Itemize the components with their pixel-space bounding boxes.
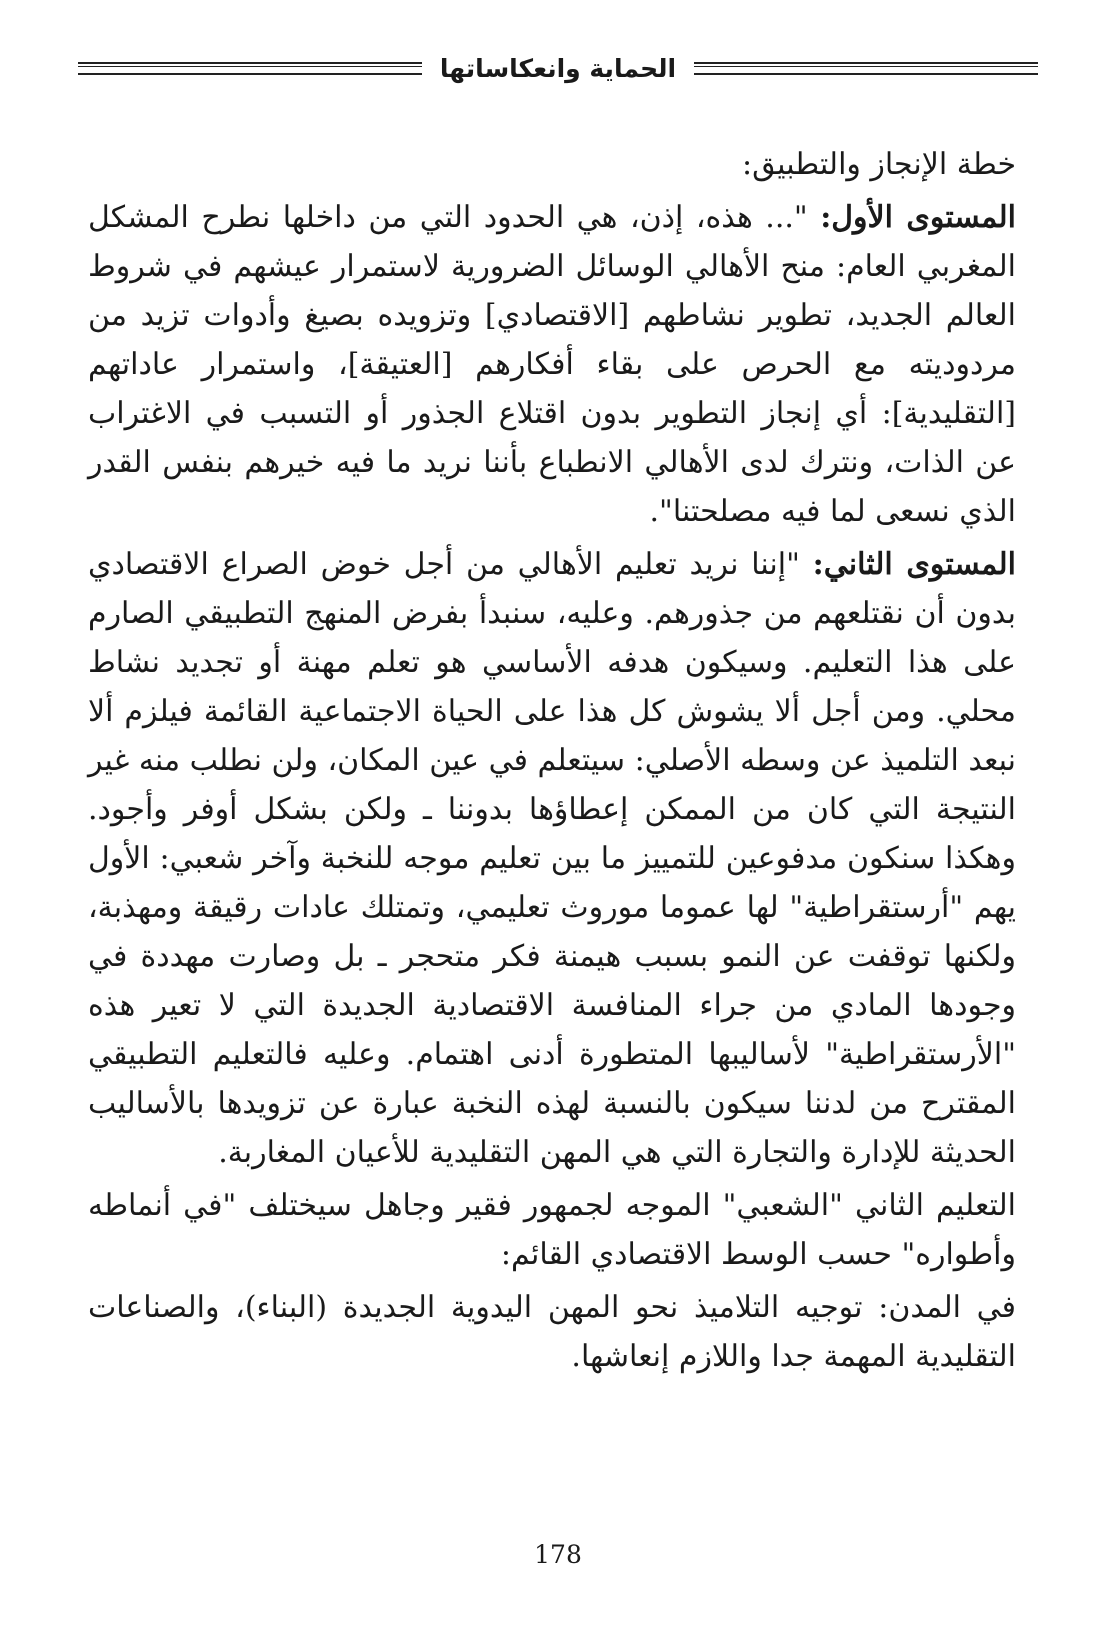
paragraph-cities: في المدن: توجيه التلاميذ نحو المهن اليدوية الجديدة (البناء)، والصناعات التقليدية المهمة جدا واللازم إنعاشها. <box>88 1290 1016 1374</box>
running-header <box>78 48 1038 88</box>
paragraph-level-one <box>88 193 1016 536</box>
header-title: الحماية وانعكاساتها <box>439 53 677 83</box>
header-rule-left <box>78 62 422 75</box>
level-two-text: "إننا نريد تعليم الأهالي من أجل خوض الصراع الاقتصادي بدون أن نقتلعهم من جذورهم. وعليه، سنبدأ بفرض المنهج التطبيقي الصارم على هذا التعليم. وسيكون هدفه الأساسي هو تعلم مهنة أو تجديد نشاط محلي. ومن أجل ألا يشوش كل هذا على الحياة الاجتماعية القائمة فيلزم ألا نبعد التلميذ عن وسطه الأصلي: سيتعلم في عين المكان، ولن نطلب منه غير النتيجة التي كان من الممكن إعطاؤها بدوننا ـ ولكن بشكل أوفر وأجود. وهكذا سنكون مدفوعين للتمييز ما بين تعليم موجه للنخبة وآخر شعبي: الأول يهم "أرستقراطية" لها عموما موروث تعليمي، وتمتلك عادات رقيقة ومهذبة، ولكنها توقفت عن النمو بسبب هيمنة فكر متحجر ـ بل وصارت مهددة في وجودها المادي من جراء المنافسة الاقتصادية الجديدة التي لا تعير هذه "الأرستقراطية" لأساليبها المتطورة أدنى اهتمام. وعليه فالتعليم التطبيقي المقترح من لدننا سيكون بالنسبة لهذه النخبة عبارة عن تزويدها بالأساليب الحديثة للإدارة والتجارة التي هي المهن التقليدية للأعيان المغاربة. <box>88 547 1016 1170</box>
section-heading: خطة الإنجاز والتطبيق: <box>742 147 1016 182</box>
paragraph-level-two <box>88 540 1016 1177</box>
header-rule-right <box>694 62 1038 75</box>
page-body <box>88 140 1016 1385</box>
paragraph-popular-education: التعليم الثاني "الشعبي" الموجه لجمهور فقير وجاهل سيختلف "في أنماطه وأطواره" حسب الوسط الاقتصادي القائم: <box>88 1188 1016 1272</box>
page-number: 178 <box>534 1540 582 1569</box>
level-two-label: المستوى الثاني: <box>812 547 1017 582</box>
level-one-label: المستوى الأول: <box>820 200 1016 235</box>
level-one-text: "... هذه، إذن، هي الحدود التي من داخلها نطرح المشكل المغربي العام: منح الأهالي الوسائل الضرورية لاستمرار عيشهم في شروط العالم الجديد، تطوير نشاطهم [الاقتصادي] وتزويده بصيغ وأدوات تزيد من مردوديته مع الحرص على بقاء أفكارهم [العتيقة]، واستمرار عاداتهم [التقليدية]: أي إنجاز التطوير بدون اقتلاع الجذور أو التسبب في الاغتراب عن الذات، ونترك لدى الأهالي الانطباع بأننا نريد ما فيه خيرهم بنفس القدر الذي نسعى لما فيه مصلحتنا". <box>88 200 1016 529</box>
